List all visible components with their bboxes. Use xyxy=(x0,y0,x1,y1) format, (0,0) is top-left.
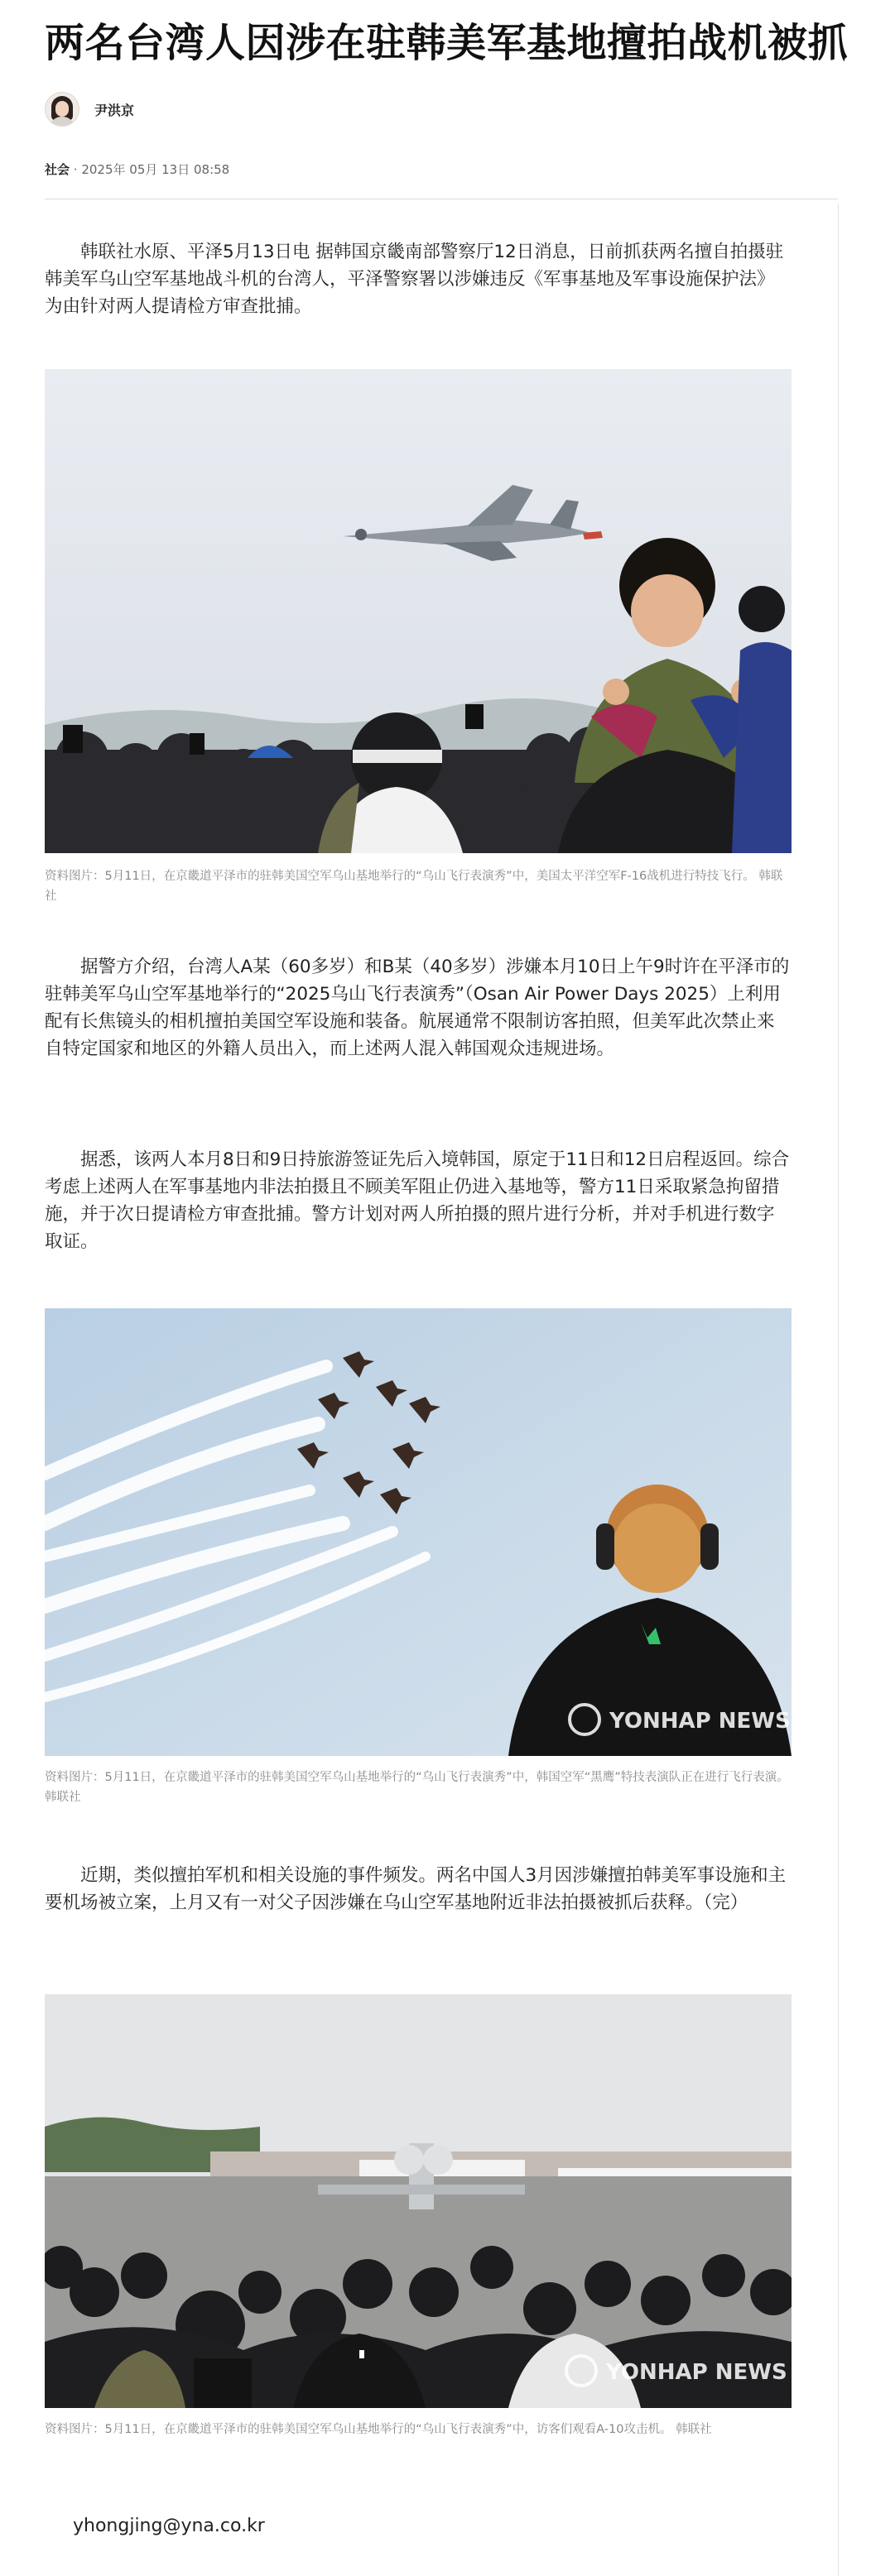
article-title: 两名台湾人因涉在驻韩美军基地擅拍战机被抓 xyxy=(45,20,849,66)
paragraph-1: 韩联社水原、平泽5月13日电 据韩国京畿南部警察厅12日消息，日前抓获两名擅自拍摄驻韩美军乌山空军基地战斗机的台湾人，平泽警察署以涉嫌违反《军事基地及军事设施保护法》为由针对两人提请检方审查批捕。 xyxy=(45,242,784,317)
publish-date: 2025年 05月 13日 08:58 xyxy=(81,162,230,177)
author-name[interactable]: 尹洪京 xyxy=(94,102,135,118)
author-email[interactable]: yhongjing@yna.co.kr xyxy=(73,2516,265,2536)
figure-1-photo xyxy=(45,369,792,853)
section-label[interactable]: 社会 xyxy=(45,162,70,177)
article-meta xyxy=(45,161,229,178)
figure-3-caption: 资料图片：5月11日，在京畿道平泽市的驻韩美国空军乌山基地举行的“乌山飞行表演秀”中，访客们观看A-10攻击机。 韩联社 xyxy=(45,2423,712,2436)
figure-3-photo xyxy=(45,1994,792,2408)
paragraph-2: 据警方介绍，台湾人A某（60多岁）和B某（40多岁）涉嫌本月10日上午9时许在平泽市的驻韩美军乌山空军基地举行的“2025乌山飞行表演秀”（Osan Air Power Days 2025）上利用配有长焦镜头的相机擅拍美国空军设施和装备。航展通常不限制访客拍照，但美军此次禁止来自特定国家和地区的外籍人员出入，而上述两人混入韩国观众违规进场。 xyxy=(45,957,790,1059)
figure-1-caption: 资料图片：5月11日，在京畿道平泽市的驻韩美国空军乌山基地举行的“乌山飞行表演秀”中，美国太平洋空军F-16战机进行特技飞行。 韩联社 xyxy=(45,870,783,903)
figure-2-photo xyxy=(45,1308,792,1756)
paragraph-4: 近期，类似擅拍军机和相关设施的事件频发。两名中国人3月因涉嫌擅拍韩美军事设施和主要机场被立案，上月又有一对父子因涉嫌在乌山空军基地附近非法拍摄被抓后获释。（完） xyxy=(45,1865,787,1913)
paragraph-3: 据悉，该两人本月8日和9日持旅游签证先后入境韩国，原定于11日和12日启程返回。综合考虑上述两人在军事基地内非法拍摄且不顾美军阻止仍进入基地等，警方11日采取紧急拘留措施，并于次日提请检方审查批捕。警方计划对两人所拍摄的照片进行分析，并对手机进行数字取证。 xyxy=(45,1149,790,1252)
column-divider xyxy=(838,204,839,2576)
watermark: YONHAP NEWS xyxy=(606,2360,787,2385)
author-row[interactable] xyxy=(45,91,134,127)
meta-separator: · xyxy=(70,162,82,177)
watermark: YONHAP NEWS xyxy=(609,1709,791,1734)
avatar[interactable] xyxy=(45,92,79,127)
figure-2-caption: 资料图片：5月11日，在京畿道平泽市的驻韩美国空军乌山基地举行的“乌山飞行表演秀”中，韩国空军“黑鹰”特技表演队正在进行飞行表演。 韩联社 xyxy=(45,1771,789,1804)
